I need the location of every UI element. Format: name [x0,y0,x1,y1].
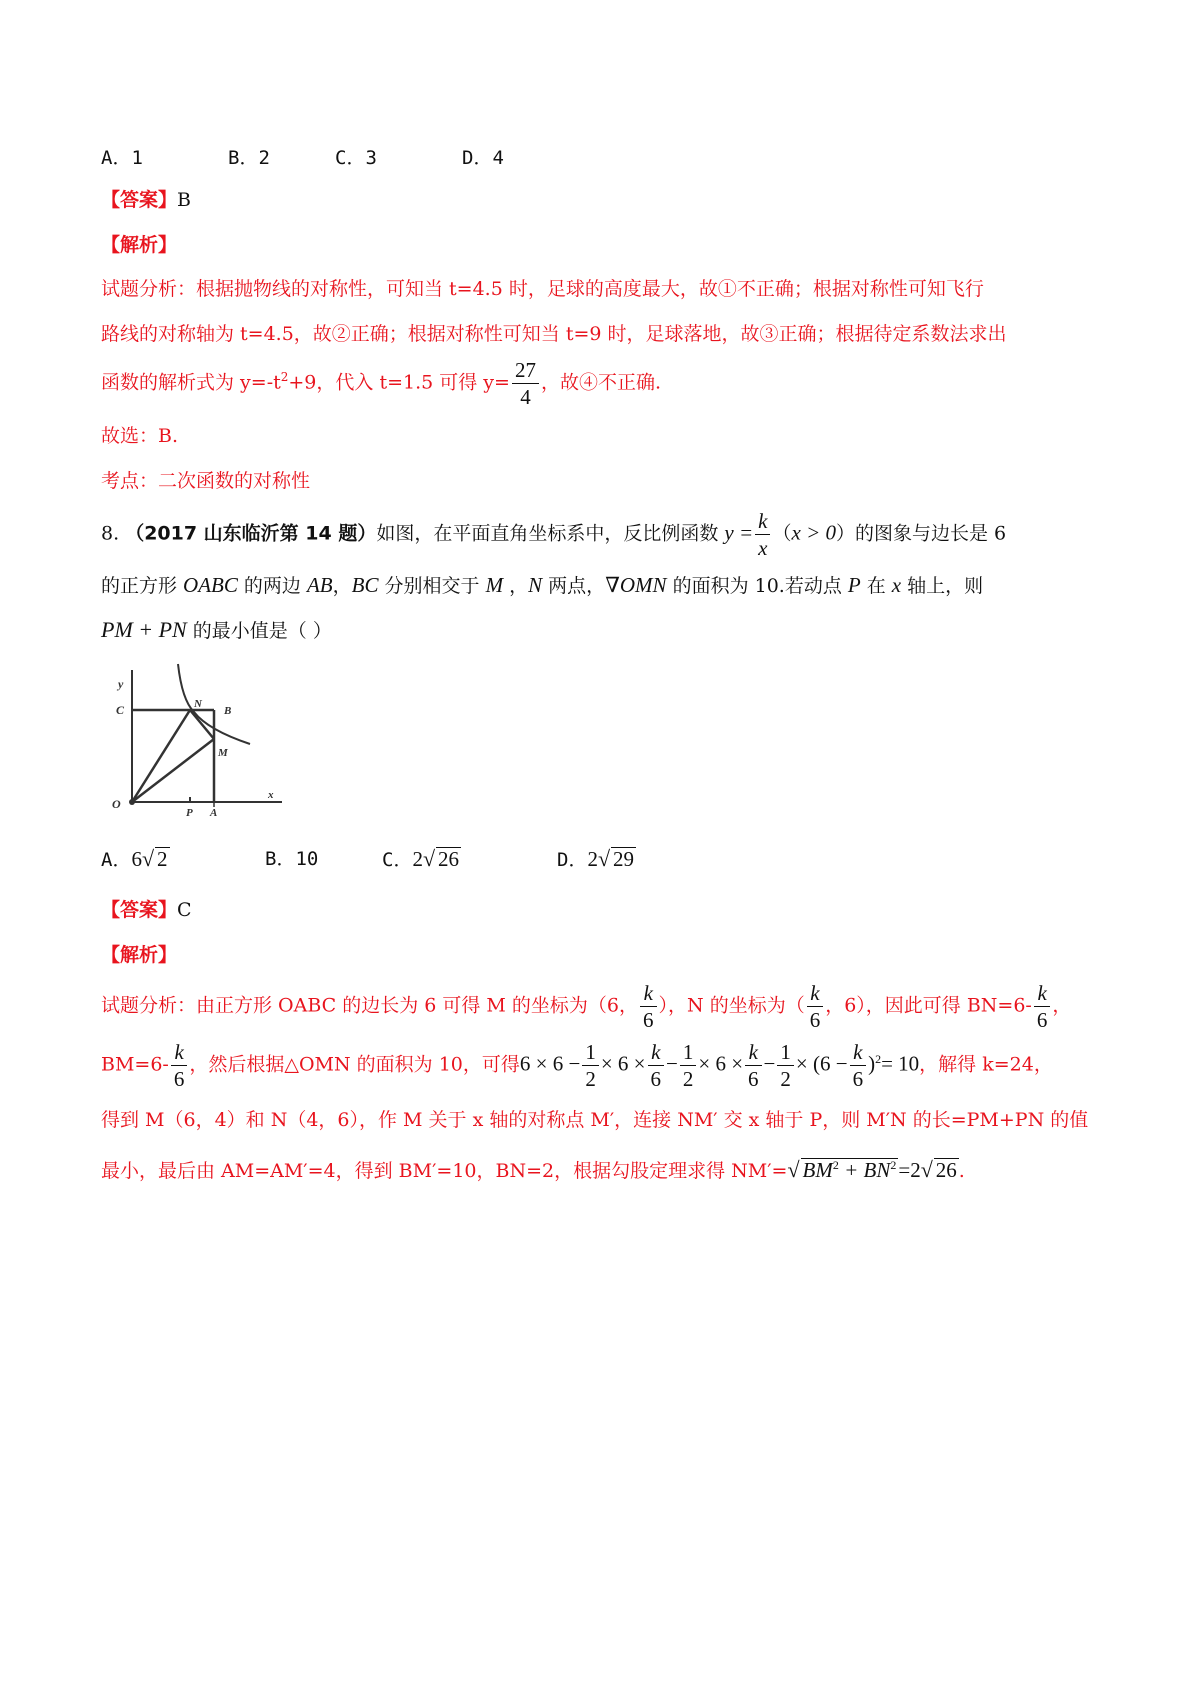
segment-on [132,710,190,802]
q8-option-b-label: B． [265,848,296,870]
q8-stem-line-3 [101,617,332,644]
origin-dot [129,799,135,805]
frac-den: 6 [850,1065,867,1092]
q8-figure [104,660,292,820]
q8-s4-a: 最小，最后由 AM=AM′=4，得到 BM′=10，BN=2，根据勾股定理求得 NM′= [101,1160,788,1182]
q8-expression: PM + PN [101,617,187,642]
q8-frac-k6-6 [745,1039,762,1092]
frac-den: 6 [807,1006,824,1033]
q8-eq-sup: 2 [875,1052,882,1067]
q8-func-y: y = [724,520,754,545]
q8-square-name: OABC [183,573,238,597]
q8-frac-k6-3 [1034,980,1051,1033]
q8-side-ab: AB [306,573,333,597]
q7-analysis-label: 【解析】 [101,234,178,256]
q8-eq-g: ) [868,1051,876,1076]
q8-frac-k6-4 [171,1039,188,1092]
q8-s2-a: BM=6- [101,1053,169,1076]
q8-eq-f: × (6 − [795,1051,848,1076]
q8-s1-b: ），N 的坐标为（ [658,994,805,1017]
q8-answer-label: 【答案】 [101,899,178,921]
sqrt-sign: √ [597,846,611,871]
q8-frac-k6-2 [807,980,824,1033]
q8-line2-i: 轴上，则 [901,575,984,597]
q8-s4-rad-b: + BN [844,1158,891,1182]
q8-eq-d: × 6 × [698,1051,744,1076]
q8-source: （2017 山东临沂第 14 题） [125,522,377,545]
q7-analysis-line-1: 试题分析：根据抛物线的对称性，可知当 t=4.5 时，足球的高度最大，故①不正确；根据对称性可知飞行 [101,278,984,300]
q8-s1-c: ，6），因此可得 BN=6- [825,994,1032,1017]
q8-s4-rad2: 26 [935,1158,957,1182]
q8-point-n: N [528,573,543,597]
frac-den: 2 [777,1065,794,1092]
q8-s4-rad-a: BM [802,1158,833,1182]
q8-option-c-radicand: 26 [438,847,460,871]
q8-func-fraction [755,508,770,561]
q8-cond-a: （ [772,522,792,545]
q7-fraction-num: 27 [514,358,536,382]
q8-axis-x: x [891,573,902,597]
q8-option-c-label: C． [382,849,413,871]
q8-func-den: x [755,534,770,561]
q8-line2-g: 的面积为 10.若动点 [666,575,848,597]
q8-s2-c: ，解得 k=24， [919,1053,1053,1076]
q8-line2-h: 在 [860,575,892,597]
frac-den: 6 [640,1006,657,1033]
fig-p-label: P [186,807,193,819]
q7-option-b: B．2 [228,147,270,169]
q8-option-d-label: D． [557,849,588,871]
q7-answer-value: B [177,189,191,211]
fig-a-label: A [210,807,218,819]
fig-x-label: x [268,789,274,801]
q8-option-c [382,846,461,873]
q7-knowledge: 考点：二次函数的对称性 [101,470,311,492]
q8-option-b-value: 10 [295,848,319,870]
q7-analysis-line-2: 路线的对称轴为 t=4.5，故②正确；根据对称性可知当 t=9 时，足球落地，故③正确；根据待定系数法求出 [101,323,1007,345]
q8-frac-k6-7 [850,1039,867,1092]
q8-option-a-coef: 6 [131,847,142,871]
q8-line3: 的最小值是（ ） [186,620,332,642]
fig-o-label: O [112,797,121,811]
q8-eq-c: − [666,1051,678,1076]
q8-answer [101,897,192,923]
q7-line3-sup: 2 [280,370,289,385]
q8-frac-half-2 [680,1039,697,1092]
fig-c-label: C [116,703,125,717]
frac-den: 6 [1034,1006,1051,1033]
q8-line2-e: ， [503,575,529,597]
q7-option-c: C．3 [335,147,377,169]
q8-option-d-coef: 2 [587,847,598,871]
q7-analysis-line-3 [101,357,661,410]
fig-b-label: B [224,705,232,717]
frac-num: k [853,1040,863,1064]
frac-den: 6 [745,1065,762,1092]
frac-num: k [748,1040,758,1064]
q7-choose: 故选：B. [101,425,179,447]
frac-den: 2 [582,1065,599,1092]
q7-option-a: A．1 [101,147,143,169]
q8-option-c-coef: 2 [412,847,423,871]
q8-eq-h: = 10 [881,1051,920,1076]
q8-option-d-radicand: 29 [613,847,635,871]
q8-option-a-label: A． [101,849,132,871]
q8-cond-c: ） [836,522,856,545]
q8-eq-a: 6 × 6 − [519,1051,581,1076]
q7-answer [101,187,191,213]
q7-fraction-den: 4 [512,383,539,410]
q8-option-a [101,846,170,873]
q8-line2-f: 两点， [542,575,606,597]
frac-den: 6 [648,1065,665,1092]
q8-stem-line-1 [101,508,1006,561]
q8-func-num: k [758,509,768,533]
q8-analysis-label: 【解析】 [101,944,178,966]
sqrt-sign: √ [787,1157,800,1182]
frac-den: 6 [171,1065,188,1092]
segment-nm [190,710,214,739]
segment-om [132,739,214,802]
q8-stem-b: 的图象与边长是 6 [855,522,1007,545]
q8-s4-sup-1: 2 [832,1158,839,1172]
q8-analysis-line-4 [101,1157,965,1184]
q8-number: 8. [101,522,120,545]
frac-num: k [174,1040,184,1064]
frac-num: 1 [585,1040,596,1064]
q8-s4-eq: =2 [898,1158,921,1182]
q8-frac-k6-1 [640,980,657,1033]
q8-option-a-radicand: 2 [157,847,168,871]
q7-line3-text-c: ，故④不正确. [540,371,661,394]
q8-s4-sup-2: 2 [890,1158,897,1172]
q8-line2-b: 的两边 [237,575,307,597]
frac-num: 1 [780,1040,791,1064]
q8-side-bc: BC [351,573,379,597]
frac-num: k [810,981,820,1005]
q8-option-d [557,846,636,873]
frac-den: 2 [680,1065,697,1092]
q8-line2-c: ， [332,575,352,597]
q7-answer-label: 【答案】 [101,189,178,211]
q7-option-d: D．4 [462,147,504,169]
q8-answer-value: C [177,899,192,921]
q8-point-m: M [485,573,504,597]
q8-frac-half-3 [777,1039,794,1092]
frac-num: k [1037,981,1047,1005]
q8-point-p: P [847,573,861,597]
frac-num: k [651,1040,661,1064]
frac-num: k [643,981,653,1005]
fig-y-label: y [118,677,124,691]
q8-option-b [265,846,318,872]
q8-eq-b: × 6 × [600,1051,646,1076]
fig-n-label: N [194,698,202,710]
frac-num: 1 [682,1040,694,1064]
q8-cond-b: x > 0 [791,520,836,545]
q8-frac-k6-5 [648,1039,665,1092]
q7-line3-text-b: +9，代入 t=1.5 可得 y= [288,371,510,394]
sqrt-sign: √ [422,846,436,871]
sqrt-sign: √ [920,1157,933,1182]
sqrt-sign: √ [141,846,155,871]
q7-fraction [512,357,539,410]
q8-stem-a: 如图，在平面直角坐标系中，反比例函数 [376,522,725,545]
q8-analysis-line-2 [101,1039,1053,1092]
q7-line3-text-a: 函数的解析式为 y=-t [101,371,281,394]
fig-m-label: M [218,747,228,759]
q8-frac-half-1 [582,1039,599,1092]
q8-line2-d: 分别相交于 [378,575,486,597]
q8-analysis-line-3: 得到 M（6，4）和 N（4，6），作 M 关于 x 轴的对称点 M′，连接 NM′ 交 x 轴于 P，则 M′N 的长=PM+PN 的值 [101,1109,1089,1131]
q8-s2-b: ，然后根据△OMN 的面积为 10，可得 [189,1053,520,1076]
q8-eq-e: − [763,1051,776,1076]
q8-line2-a: 的正方形 [101,575,184,597]
q8-s4-end: . [958,1160,965,1182]
q8-s1-d: ， [1052,994,1072,1017]
q8-triangle: ∇OMN [605,573,667,597]
q8-stem-line-2 [101,572,983,599]
q8-s4-radical [801,1158,899,1181]
q8-s1-a: 试题分析：由正方形 OABC 的边长为 6 可得 M 的坐标为（6， [101,994,639,1017]
q8-analysis-line-1 [101,980,1071,1033]
